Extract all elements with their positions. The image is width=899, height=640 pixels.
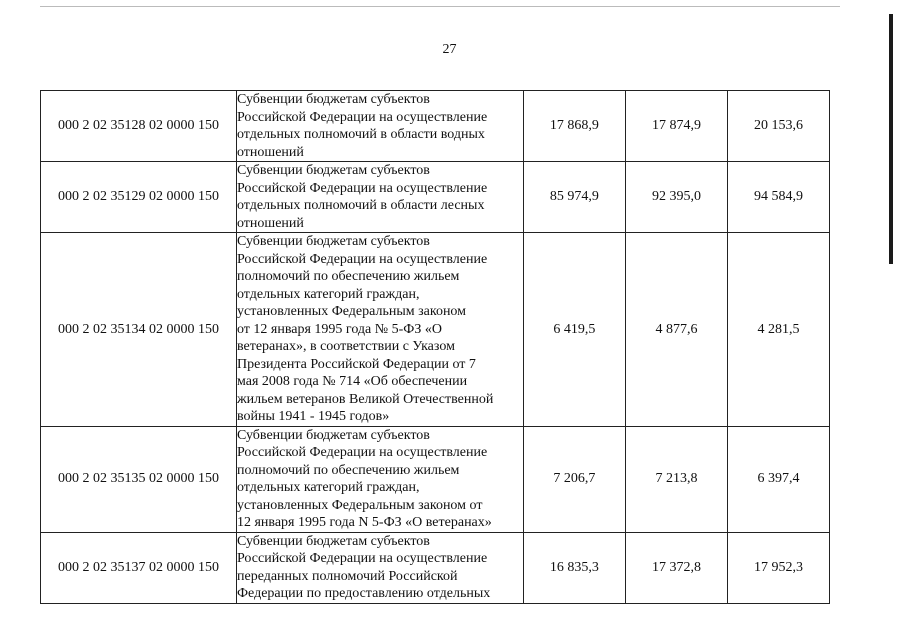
description-line: отдельных полномочий в области лесных — [236, 198, 485, 213]
table-row — [41, 162, 830, 233]
description-line: отношений — [236, 215, 304, 231]
description-cell — [236, 426, 523, 532]
amount-year-2-cell: 7 213,8 — [625, 426, 727, 532]
amount-year-3-cell: 20 153,6 — [727, 91, 829, 162]
amount-year-3-cell: 17 952,3 — [727, 532, 829, 603]
amount-year-2-cell: 17 874,9 — [625, 91, 727, 162]
description-line: полномочий по обеспечению жильем — [236, 269, 460, 284]
description-cell — [236, 233, 523, 427]
amount-year-1-cell: 85 974,9 — [523, 162, 625, 233]
description-line: отношений — [236, 144, 304, 160]
amount-year-2-cell: 4 877,6 — [625, 233, 727, 427]
amount-year-2-cell: 92 395,0 — [625, 162, 727, 233]
table-row — [41, 233, 830, 427]
description-line: Российской Федерации на осуществление — [236, 180, 488, 196]
description-line: полномочий по обеспечению жильем — [236, 462, 460, 478]
table-row — [41, 91, 830, 162]
description-line: Российской Федерации на осуществление — [236, 109, 488, 125]
description-cell — [236, 532, 523, 603]
scan-margin-bar — [889, 14, 893, 264]
budget-code-cell: 000 2 02 35137 02 0000 150 — [41, 532, 237, 603]
description-line: мая 2008 года № 714 «Об обеспечении — [236, 374, 468, 389]
description-line: Федерации по предоставлению отдельных — [236, 586, 491, 601]
table-row — [41, 532, 830, 603]
budget-code-cell: 000 2 02 35135 02 0000 150 — [41, 426, 237, 532]
amount-year-2-cell: 17 372,8 — [625, 532, 727, 603]
description-line: ветеранах», в соответствии с Указом — [236, 339, 455, 354]
description-line: отдельных полномочий в области водных — [236, 127, 485, 142]
budget-code-cell: 000 2 02 35134 02 0000 150 — [41, 233, 237, 427]
description-line: отдельных категорий граждан, — [236, 480, 420, 495]
budget-code-cell: 000 2 02 35128 02 0000 150 — [41, 91, 237, 162]
amount-year-3-cell: 6 397,4 — [727, 426, 829, 532]
description-cell — [236, 162, 523, 233]
amount-year-1-cell: 6 419,5 — [523, 233, 625, 427]
scan-edge-line — [40, 6, 840, 7]
budget-code-cell: 000 2 02 35129 02 0000 150 — [41, 162, 237, 233]
budget-table — [40, 90, 830, 604]
description-line: жильем ветеранов Великой Отечественной — [236, 391, 494, 407]
description-line: 12 января 1995 года N 5-ФЗ «О ветеранах» — [236, 515, 492, 530]
description-line: Субвенции бюджетам субъектов — [236, 533, 430, 549]
description-line: установленных Федеральным законом — [236, 304, 467, 319]
table-row — [41, 426, 830, 532]
description-line: Субвенции бюджетам субъектов — [236, 427, 430, 443]
description-line: Субвенции бюджетам субъектов — [236, 163, 430, 178]
description-line: от 12 января 1995 года № 5-ФЗ «О — [236, 321, 442, 337]
description-line: войны 1941 - 1945 годов» — [236, 409, 390, 424]
description-line: переданных полномочий Российской — [236, 568, 458, 584]
description-line: установленных Федеральным законом от — [236, 497, 483, 513]
amount-year-1-cell: 17 868,9 — [523, 91, 625, 162]
amount-year-3-cell: 4 281,5 — [727, 233, 829, 427]
description-line: Субвенции бюджетам субъектов — [236, 234, 430, 249]
amount-year-1-cell: 16 835,3 — [523, 532, 625, 603]
description-line: Российской Федерации на осуществление — [236, 251, 488, 267]
description-cell — [236, 91, 523, 162]
page-number: 27 — [442, 42, 457, 57]
amount-year-3-cell: 94 584,9 — [727, 162, 829, 233]
description-line: Российской Федерации на осуществление — [236, 445, 488, 460]
description-line: Президента Российской Федерации от 7 — [236, 356, 476, 372]
description-line: Субвенции бюджетам субъектов — [236, 92, 430, 107]
description-line: отдельных категорий граждан, — [236, 286, 420, 302]
amount-year-1-cell: 7 206,7 — [523, 426, 625, 532]
description-line: Российской Федерации на осуществление — [236, 551, 488, 566]
